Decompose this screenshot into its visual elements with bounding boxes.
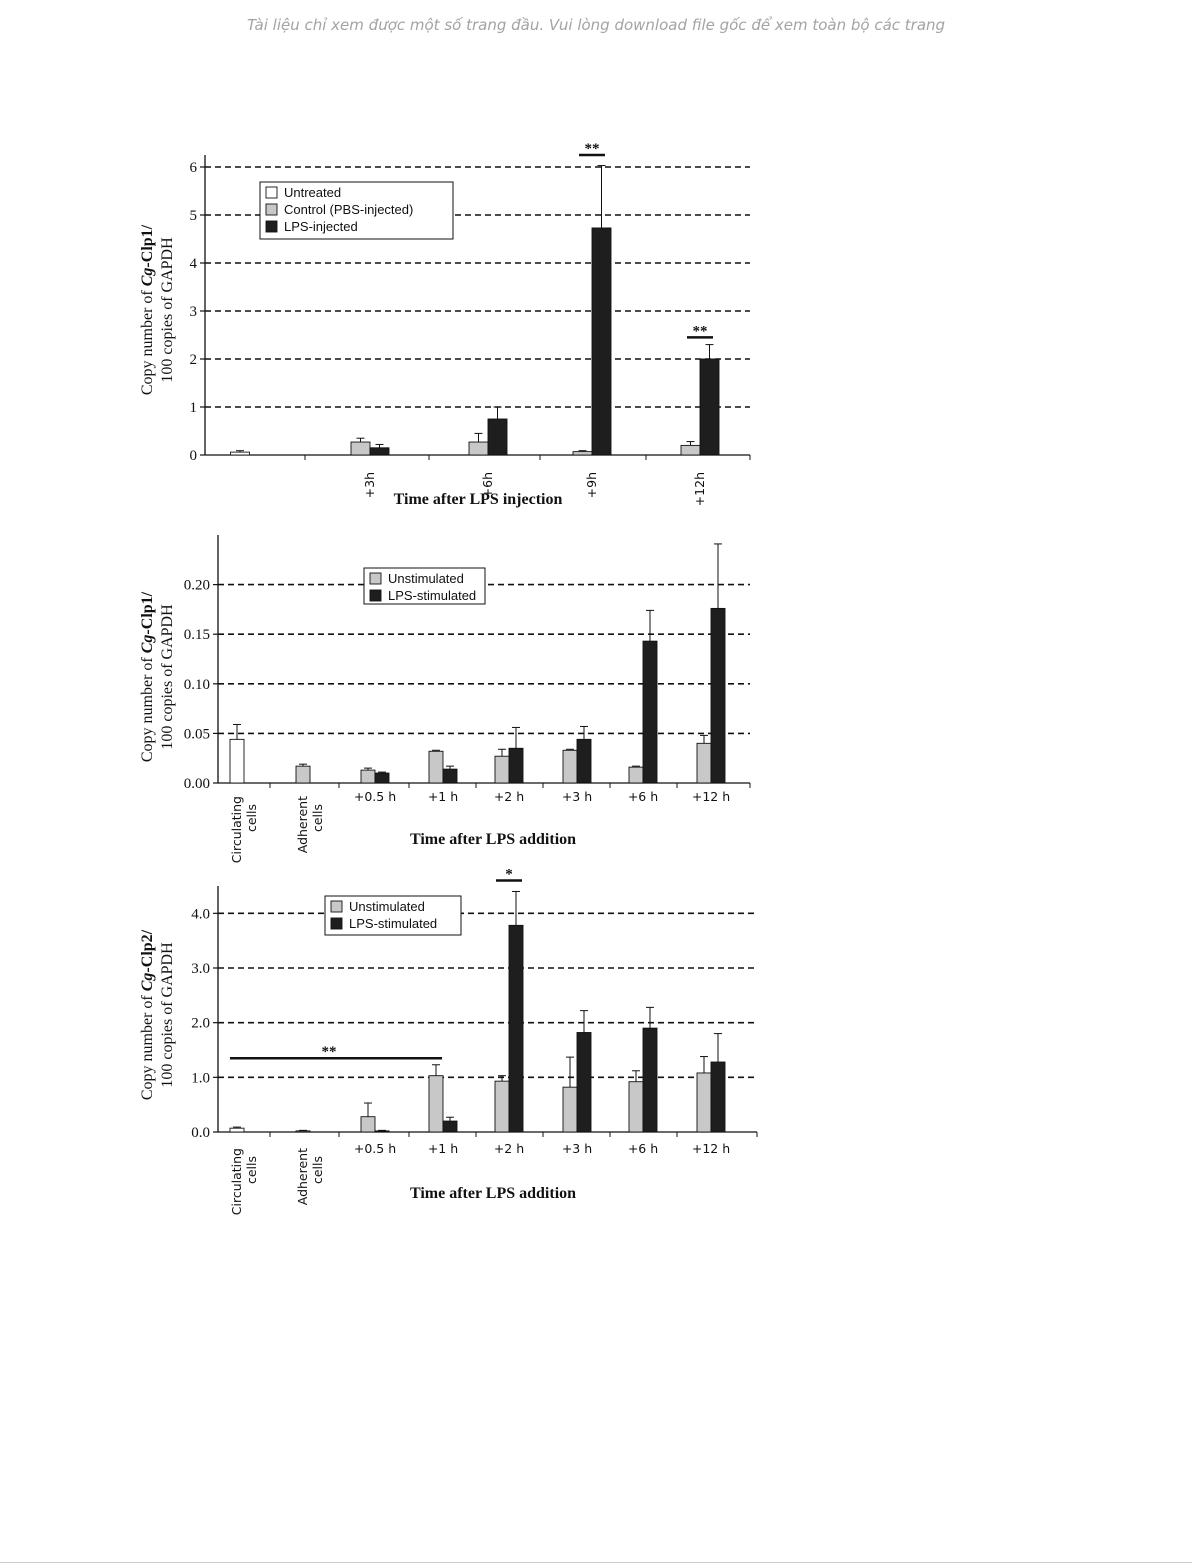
legend-swatch [331, 918, 342, 929]
bar [361, 1117, 375, 1132]
bar [509, 748, 523, 783]
bar [370, 448, 389, 455]
x-axis-label: Time after LPS injection [393, 491, 563, 508]
x-category-label: +0.5 h [353, 1141, 397, 1156]
y-tick-label: 3.0 [191, 961, 210, 977]
y-axis-label: Copy number of Cg-Clp1/ 100 copies of GAPDH [139, 224, 176, 396]
y-tick-label: 0.0 [191, 1125, 210, 1141]
bar [429, 1076, 443, 1132]
legend-entry: Unstimulated [349, 899, 425, 914]
y-tick-label: 0.20 [183, 577, 210, 594]
legend-entry: LPS-stimulated [349, 916, 438, 931]
bar [429, 751, 443, 783]
y-tick-label: 5 [189, 208, 197, 224]
bar [577, 739, 591, 783]
bar [697, 743, 711, 783]
bar [700, 359, 719, 455]
bar [488, 419, 507, 455]
bar [563, 1087, 577, 1132]
y-tick-label: 0.00 [183, 776, 210, 792]
x-category-label: Adherentcells [295, 796, 325, 854]
legend-swatch [266, 221, 277, 232]
y-tick-label: 0.15 [183, 627, 210, 644]
y-tick-label: 4.0 [191, 906, 210, 923]
significance-label: * [505, 866, 513, 883]
bar [296, 1131, 310, 1132]
bar [509, 925, 523, 1132]
x-category-label: Circulatingcells [229, 1148, 259, 1216]
bar [577, 1033, 591, 1132]
preview-banner: Tài liệu chỉ xem được một số trang đầu. Vui lòng download file gốc để xem toàn bộ các trang [246, 16, 946, 34]
y-tick-label: 0.10 [183, 676, 210, 693]
bar [495, 1081, 509, 1132]
legend-swatch [370, 573, 381, 584]
legend-entry: Unstimulated [388, 571, 464, 586]
y-tick-label: 0.05 [183, 726, 210, 743]
x-category-label: +9h [584, 472, 599, 499]
y-tick-label: 6 [189, 160, 197, 176]
bar [231, 452, 250, 455]
legend-swatch [266, 204, 277, 215]
y-axis-label: Copy number of Cg-Clp1/ 100 copies of GAPDH [139, 591, 176, 763]
y-tick-label: 1 [189, 400, 197, 416]
y-tick-label: 4 [189, 256, 197, 272]
x-category-label: +2 h [493, 1141, 525, 1156]
bar [375, 773, 389, 783]
chart-clp1-injection [139, 141, 750, 508]
bar [296, 766, 310, 783]
bar [443, 1121, 457, 1132]
bar [230, 1128, 244, 1132]
x-axis-label: Time after LPS addition [409, 831, 577, 848]
x-category-label: +3 h [561, 1141, 593, 1156]
y-tick-label: 1.0 [191, 1070, 210, 1087]
x-category-label: +2 h [493, 789, 525, 804]
bar [230, 739, 244, 783]
x-category-label: +3h [362, 472, 377, 499]
bar [629, 767, 643, 783]
bar [469, 442, 488, 455]
legend-swatch [266, 187, 277, 198]
y-tick-label: 3 [189, 304, 197, 320]
x-category-label: +3 h [561, 789, 593, 804]
bar [563, 750, 577, 783]
significance-label: ** [692, 323, 708, 340]
bar [643, 1028, 657, 1132]
legend-swatch [331, 901, 342, 912]
bar [711, 608, 725, 783]
x-category-label: +6 h [627, 1141, 659, 1156]
bar [375, 1131, 389, 1132]
y-tick-label: 2.0 [191, 1015, 210, 1032]
legend-swatch [370, 590, 381, 601]
legend-entry: LPS-stimulated [388, 588, 477, 603]
legend-entry: LPS-injected [284, 219, 358, 234]
x-axis-label: Time after LPS addition [409, 1185, 577, 1202]
bar [495, 756, 509, 783]
bar [361, 770, 375, 783]
bar [711, 1062, 725, 1132]
significance-label: ** [321, 1044, 337, 1061]
x-category-label: Adherentcells [295, 1148, 325, 1206]
y-axis-label: Copy number of Cg-Clp2/ 100 copies of GAPDH [139, 929, 176, 1101]
bar [443, 769, 457, 783]
x-category-label: +0.5 h [353, 789, 397, 804]
x-category-label: +6h [480, 472, 495, 499]
chart-clp1-addition [139, 535, 750, 863]
x-category-label: Circulatingcells [229, 796, 259, 864]
x-category-label: +1 h [427, 789, 459, 804]
x-category-label: +12 h [691, 789, 731, 804]
legend-entry: Control (PBS-injected) [284, 202, 414, 217]
legend-entry: Untreated [284, 185, 342, 200]
bar [592, 228, 611, 455]
bar [573, 452, 592, 455]
bar [643, 641, 657, 783]
chart-clp2-addition [139, 867, 757, 1216]
y-tick-label: 0 [189, 448, 197, 464]
y-tick-label: 2 [189, 352, 197, 368]
x-category-label: +12h [692, 472, 707, 507]
bar [351, 442, 370, 455]
page-bottom-rule [0, 1562, 1192, 1563]
x-category-label: +6 h [627, 789, 659, 804]
bar [697, 1073, 711, 1132]
x-category-label: +1 h [427, 1141, 459, 1156]
x-category-label: +12 h [691, 1141, 731, 1156]
bar [629, 1082, 643, 1132]
significance-label: ** [584, 141, 600, 157]
bar [681, 445, 700, 455]
